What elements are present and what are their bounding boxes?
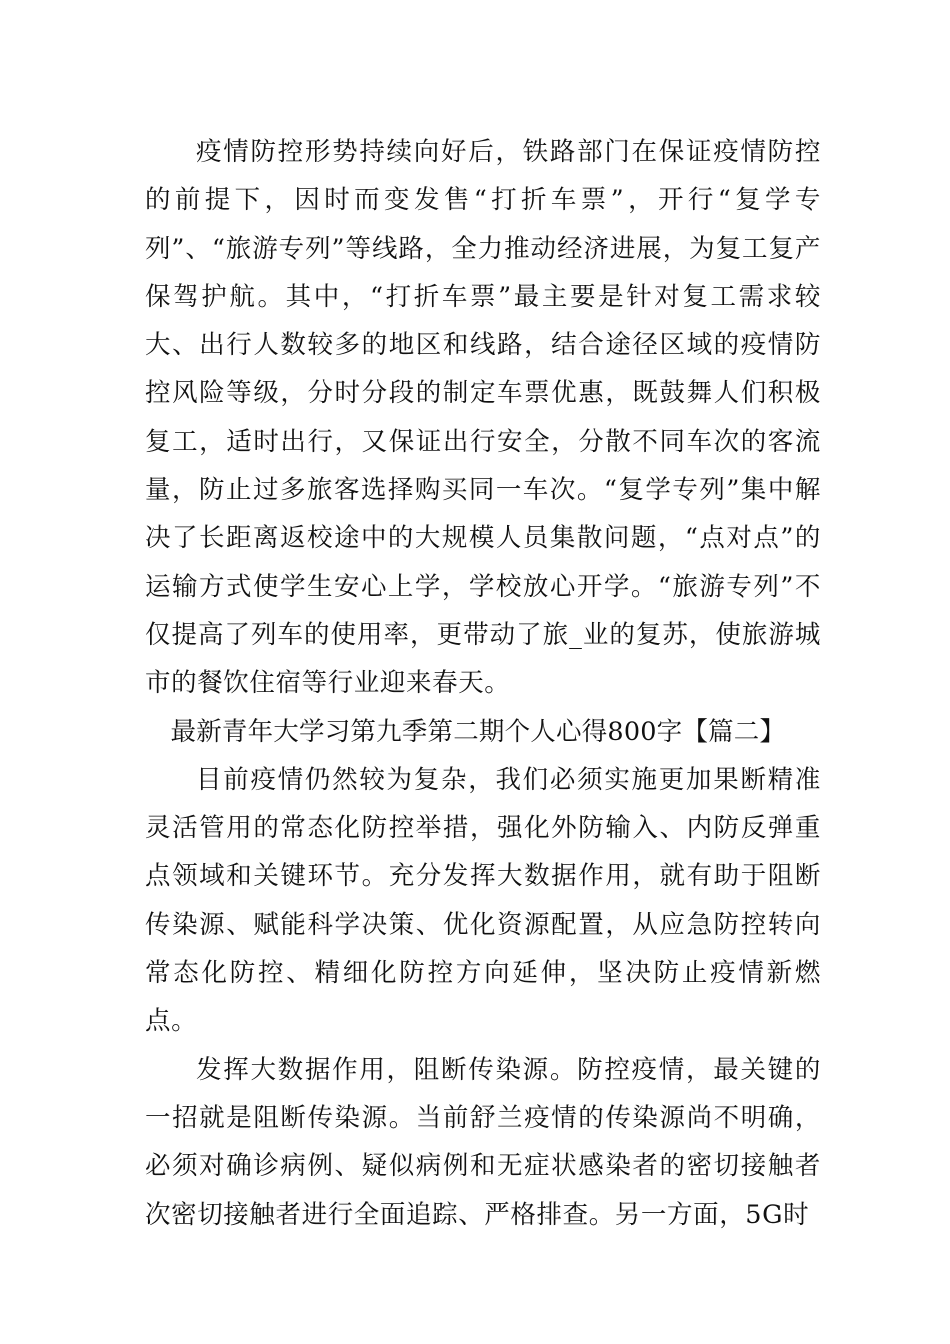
section-heading: 最新青年大学习第九季第二期个人心得800字【篇二】 — [170, 716, 786, 747]
paragraph-railway: 疫情防控形势持续向好后，铁路部门在保证疫情防控的前提下，因时而变发售“打折车票”，开行“复学专列”、“旅游专列”等线路，全力推动经济进展，为复工复产保驾护航。其中，“打折车票”最主要是针对复工需求较大、出行人数较多的地区和线路，结合途径区域的疫情防控风险等级，分时分段的制定车票优惠，既鼓舞人们积极复工，适时出行，又保证出行安全，分散不同车次的客流量，防止过多旅客选择购买同一车次。“复学专列”集中解决了长距离返校途中的大规模人员集散问题，“点对点”的运输方式使学生安心上学，学校放心开学。“旅游专列”不仅提高了列车的使用率，更带动了旅_业的复苏，使旅游城市的餐饮住宿等行业迎来春天。 — [145, 137, 821, 699]
document-body — [145, 128, 821, 1239]
paragraph-big-data: 发挥大数据作用，阻断传染源。防控疫情，最关键的一招就是阻断传染源。当前舒兰疫情的传染源尚不明确，必须对确诊病例、疑似病例和无症状感染者的密切接触者次密切接触者进行全面追踪、严格排查。另一方面，5G时 — [145, 1054, 821, 1230]
paragraph-epidemic-control: 目前疫情仍然较为复杂，我们必须实施更加果断精准灵活管用的常态化防控举措，强化外防输入、内防反弹重点领域和关键环节。充分发挥大数据作用，就有助于阻断传染源、赋能科学决策、优化资源配置，从应急防控转向常态化防控、精细化防控方向延伸，坚决防止疫情新燃点。 — [145, 764, 821, 1037]
